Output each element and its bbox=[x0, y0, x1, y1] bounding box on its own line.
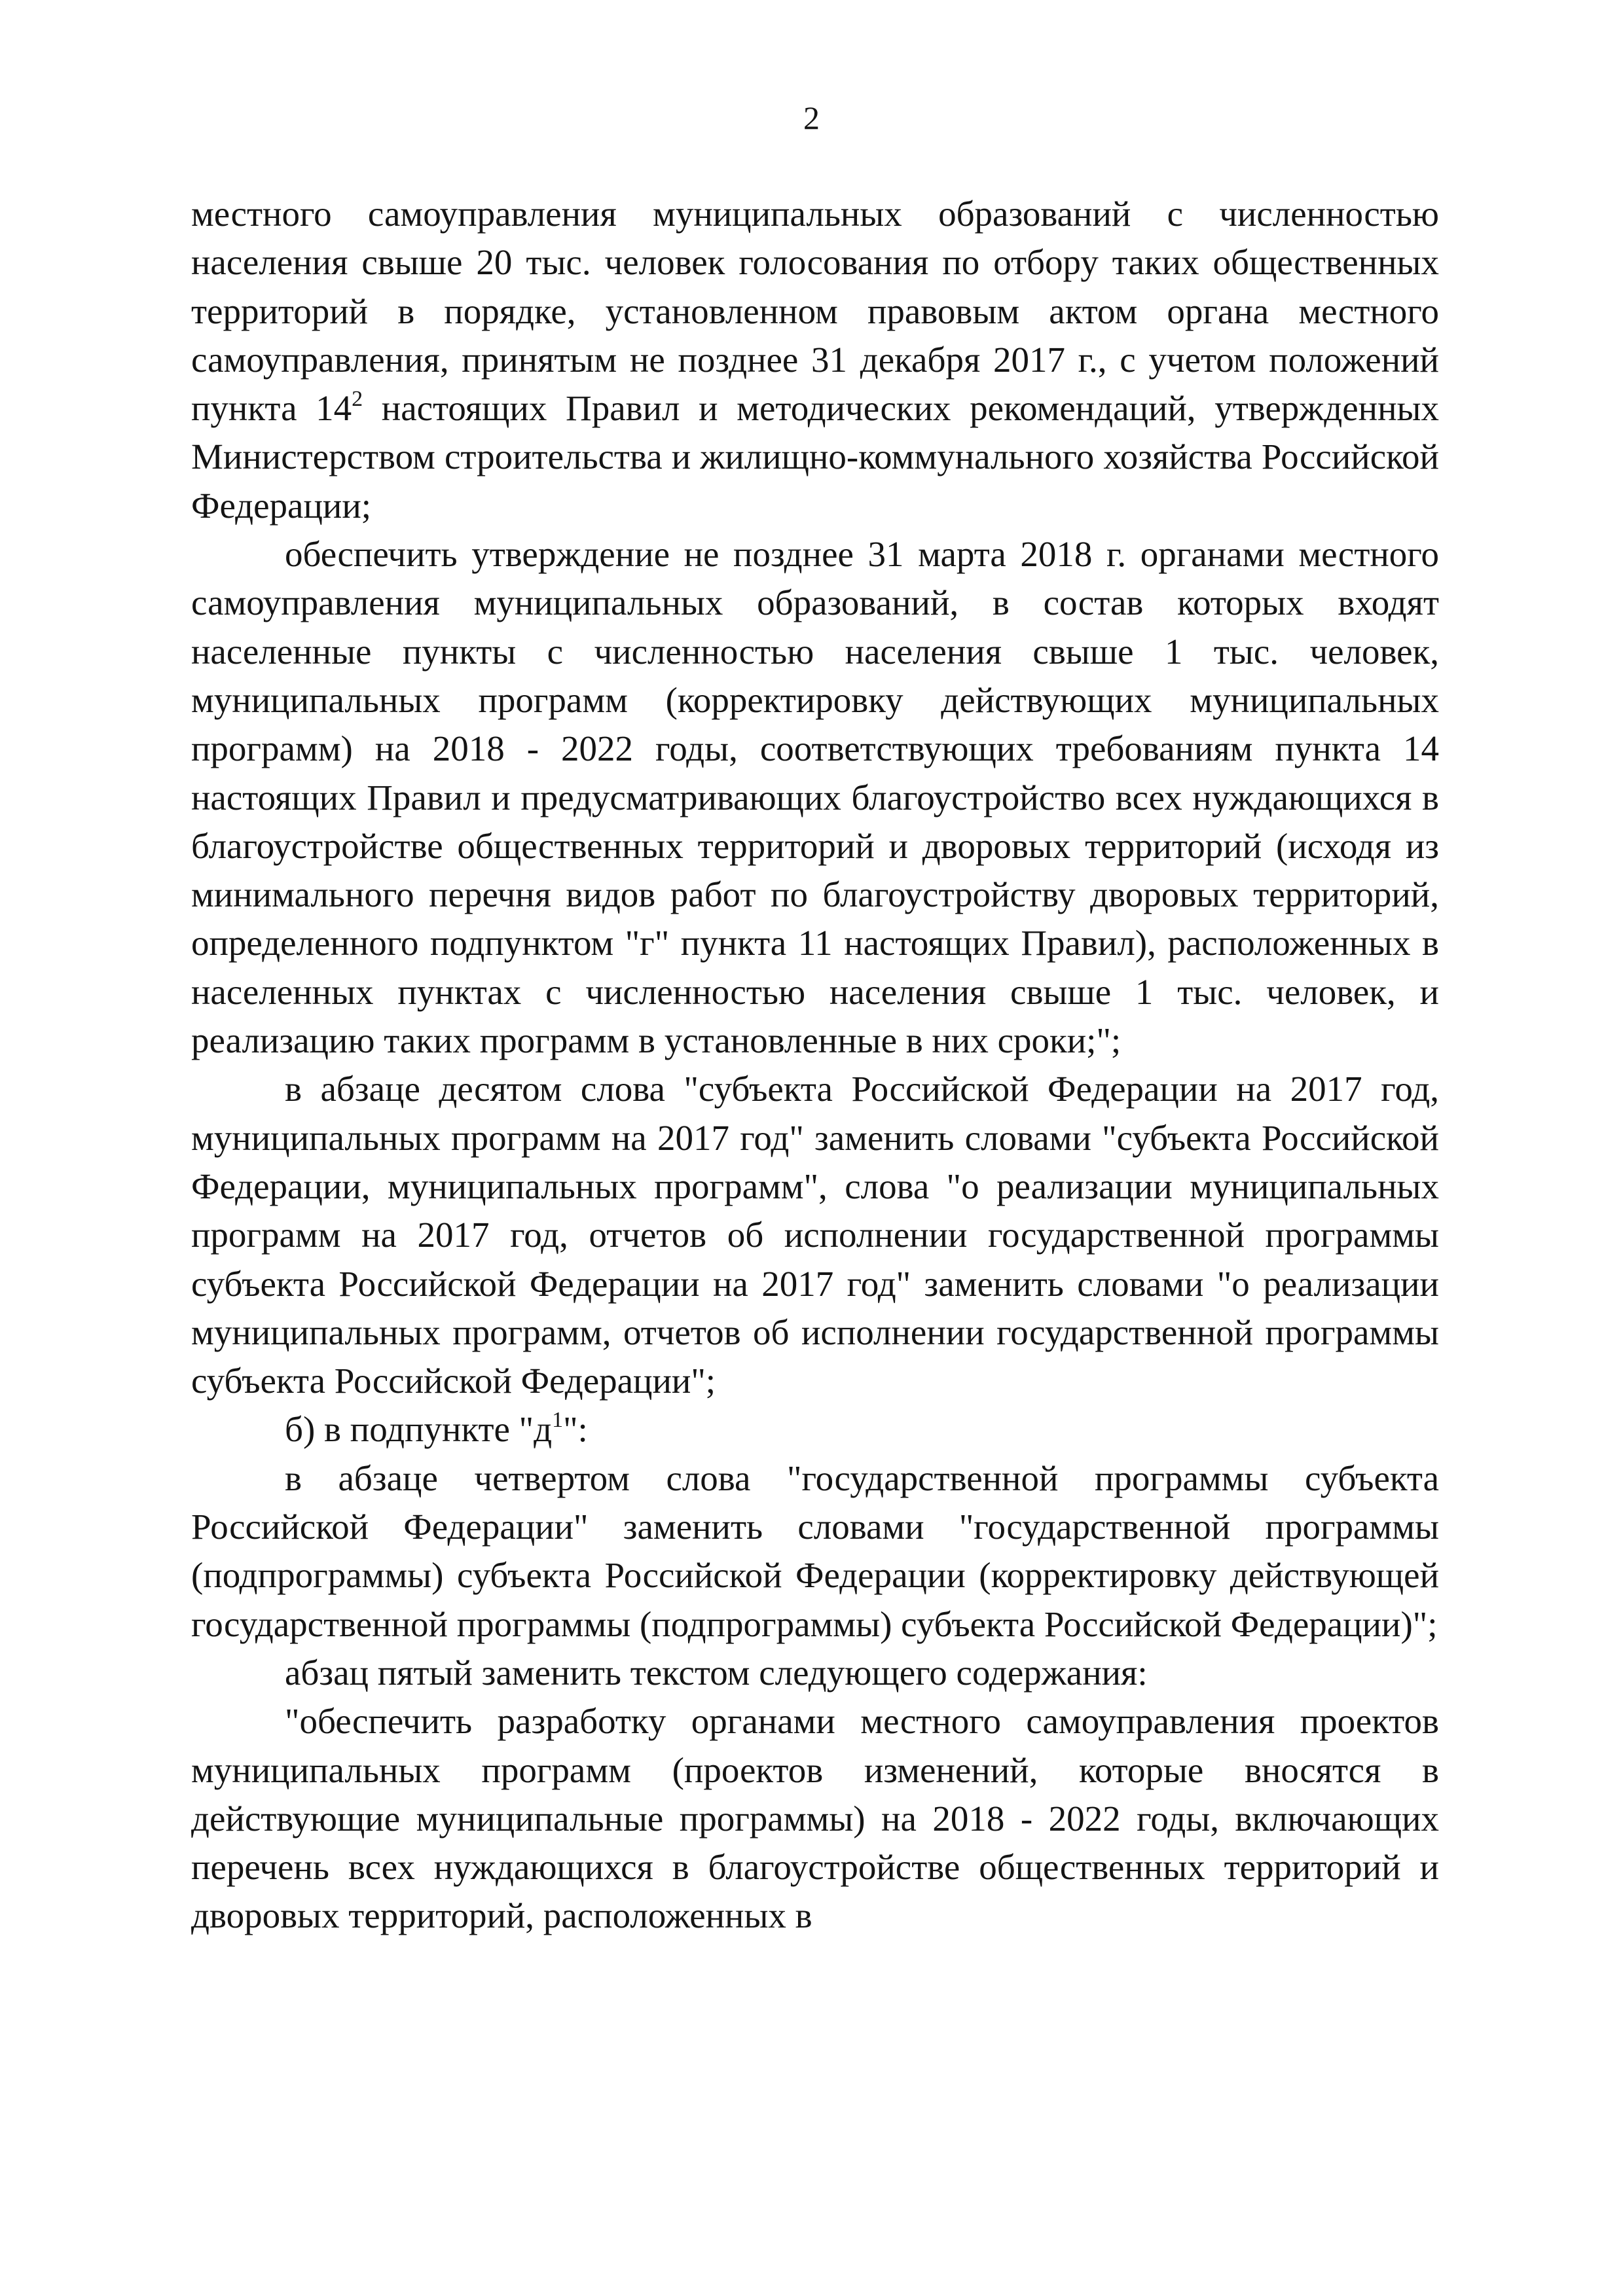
paragraph-3-text: в абзаце десятом слова "субъекта Российской Федерации на 2017 год, муниципальных программ на 2017 год" заменить словами "субъекта Российской Федерации, муниципальных программ", слова "о реализации муниципальных программ на 2017 год, отчетов об исполнении государственной программы субъекта Российской Федерации на 2017 год" заменить словами "о реализации муниципальных программ, отчетов об исполнении государственной программы субъекта Российской Федерации"; bbox=[191, 1069, 1439, 1401]
paragraph-1 bbox=[191, 190, 1439, 530]
paragraph-4-superscript: 1 bbox=[552, 1408, 564, 1433]
paragraph-5-text: в абзаце четвертом слова "государственной программы субъекта Российской Федерации" заменить словами "государственной программы (подпрограммы) субъекта Российской Федерации (корректировку действующей государственной программы (подпрограммы) субъекта Российской Федерации)"; bbox=[191, 1458, 1439, 1644]
paragraph-1-superscript: 2 bbox=[352, 387, 363, 412]
paragraph-6-text: абзац пятый заменить текстом следующего содержания: bbox=[285, 1652, 1148, 1693]
paragraph-7-text: "обеспечить разработку органами местного самоуправления проектов муниципальных программ (проектов изменений, которые вносятся в действующие муниципальные программы) на 2018 - 2022 годы, включающих перечень всех нуждающихся в благоустройстве общественных территорий и дворовых территорий, расположенных в bbox=[191, 1701, 1439, 1936]
page-number: 2 bbox=[803, 99, 820, 136]
paragraph-2-text: обеспечить утверждение не позднее 31 марта 2018 г. органами местного самоуправления муниципальных образований, в состав которых входят населенные пункты с численностью населения свыше 1 тыс. человек, муниципальных программ (корректировку действующих муниципальных программ) на 2018 - 2022 годы, соответствующих требованиям пункта 14 настоящих Правил и предусматривающих благоустройство всех нуждающихся в благоустройстве общественных территорий и дворовых территорий (исходя из минимального перечня видов работ по благоустройству дворовых территорий, определенного подпунктом "г" пункта 11 настоящих Правил), расположенных в населенных пунктах с численностью населения свыше 1 тыс. человек, и реализацию таких программ в установленные в них сроки;"; bbox=[191, 534, 1439, 1061]
paragraph-2 bbox=[191, 530, 1439, 1065]
paragraph-6 bbox=[191, 1649, 1439, 1697]
paragraph-7 bbox=[191, 1697, 1439, 1940]
paragraph-4 bbox=[191, 1405, 1439, 1454]
paragraph-3 bbox=[191, 1065, 1439, 1405]
paragraph-1-text-a: местного самоуправления муниципальных образований с численностью населения свыше 20 тыс. человек голосования по отбору таких общественных территорий в порядке, установленном правовым актом органа местного самоуправления, принятым не позднее 31 декабря 2017 г., с учетом положений пункта 14 bbox=[191, 194, 1439, 429]
paragraph-4-text-b: ": bbox=[563, 1409, 588, 1450]
paragraph-4-text-a: б) в подпункте "д bbox=[285, 1409, 553, 1450]
document-body bbox=[191, 190, 1439, 1941]
paragraph-1-text-b: настоящих Правил и методических рекомендаций, утвержденных Министерством строительства и жилищно-коммунального хозяйства Российской Федерации; bbox=[191, 388, 1439, 526]
paragraph-5 bbox=[191, 1454, 1439, 1649]
